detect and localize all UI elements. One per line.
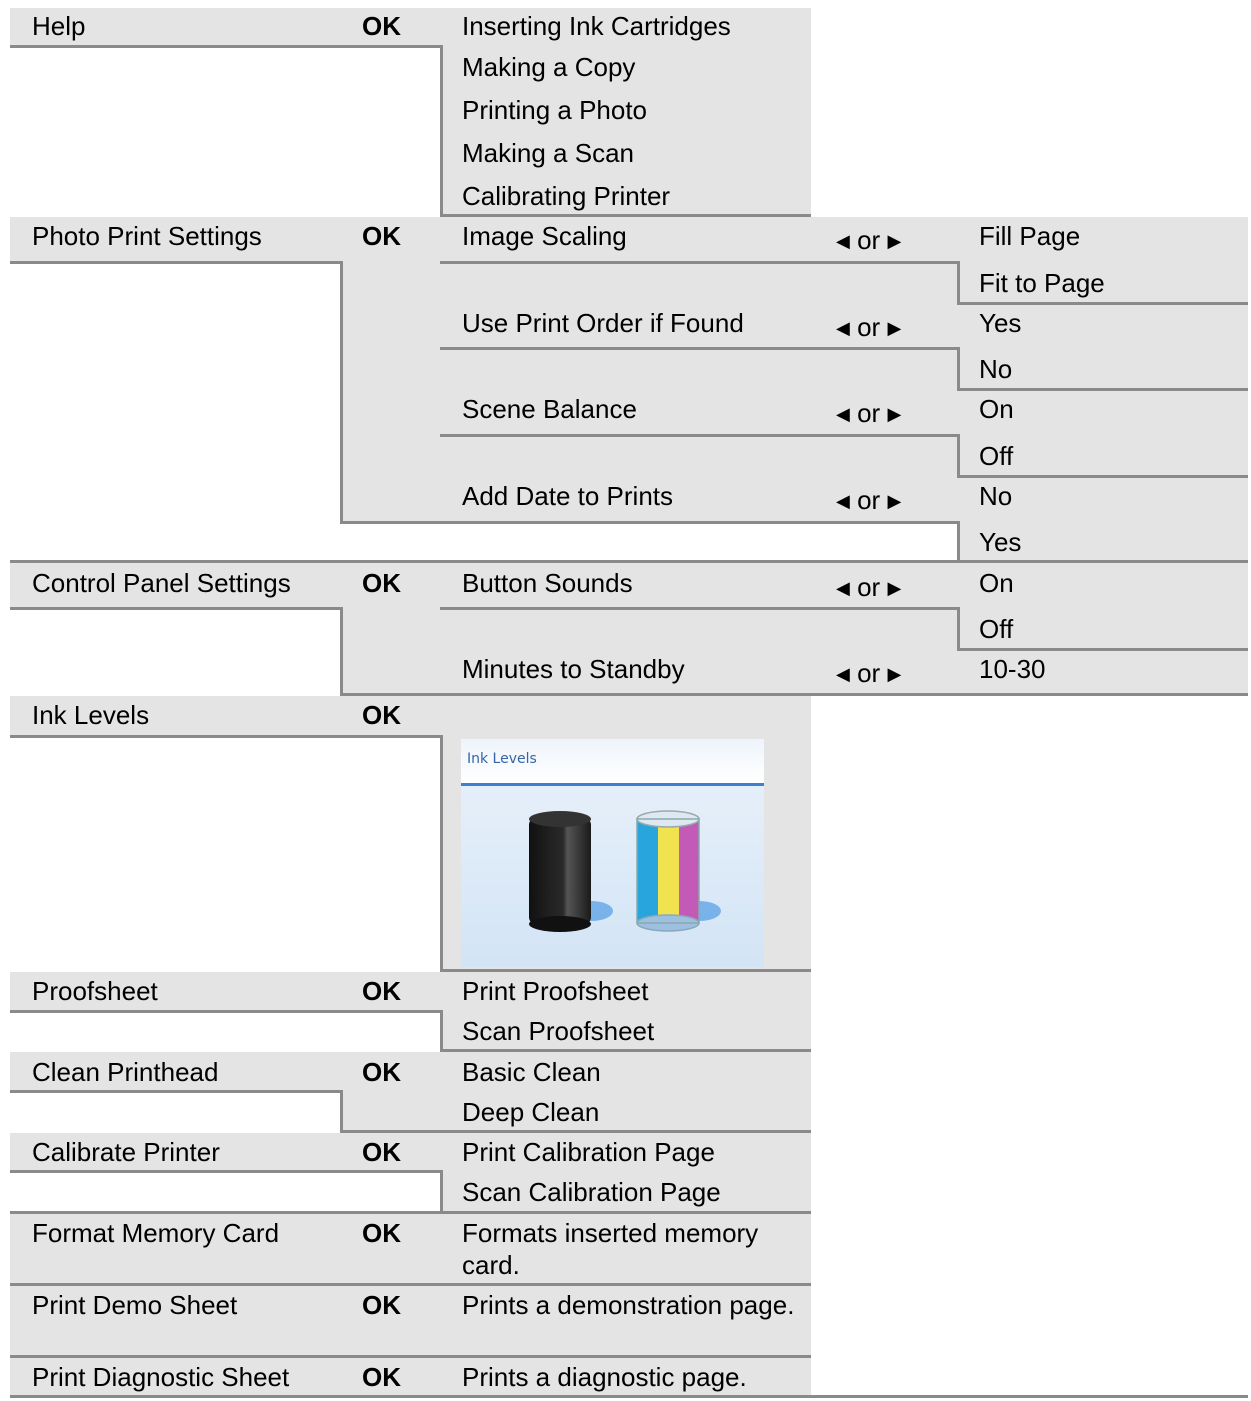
menu-print-diagnostic-sheet[interactable]: Print Diagnostic Sheet — [32, 1362, 290, 1392]
left-right-selector[interactable] — [836, 571, 901, 604]
calibrate-item[interactable]: Scan Calibration Page — [462, 1177, 721, 1207]
ok-label: OK — [362, 221, 401, 251]
option-value[interactable]: Fit to Page — [979, 268, 1105, 298]
demo-description: Prints a demonstration page. — [462, 1290, 795, 1320]
option-image-scaling[interactable]: Image Scaling — [462, 221, 627, 251]
or-label: or — [857, 398, 881, 428]
left-triangle-icon: ◀ — [836, 578, 850, 598]
option-button-sounds[interactable]: Button Sounds — [462, 568, 633, 598]
rule — [440, 434, 957, 437]
left-right-selector[interactable] — [836, 311, 901, 344]
rule — [10, 735, 443, 738]
right-triangle-icon: ▶ — [887, 664, 902, 684]
rule — [340, 1090, 343, 1133]
clean-item[interactable]: Basic Clean — [462, 1057, 601, 1087]
rule — [340, 1130, 811, 1133]
ok-label: OK — [362, 1137, 401, 1167]
rule — [957, 261, 960, 305]
rule — [10, 261, 343, 264]
rule — [440, 1010, 443, 1052]
or-label: or — [857, 225, 881, 255]
menu-control-panel-settings[interactable]: Control Panel Settings — [32, 568, 291, 598]
option-value[interactable]: Off — [979, 441, 1014, 471]
option-value[interactable]: Yes — [979, 527, 1022, 557]
left-triangle-icon: ◀ — [836, 664, 850, 684]
rule — [440, 347, 957, 350]
left-right-selector[interactable] — [836, 224, 901, 257]
proofsheet-item[interactable]: Print Proofsheet — [462, 976, 649, 1006]
rule — [10, 1090, 343, 1093]
left-right-selector[interactable] — [836, 657, 901, 690]
rule — [440, 969, 811, 972]
help-item[interactable]: Making a Scan — [462, 138, 634, 168]
rule — [10, 1283, 811, 1286]
rule — [10, 1355, 811, 1358]
rule — [957, 434, 960, 478]
rule — [440, 1170, 443, 1213]
help-item[interactable]: Inserting Ink Cartridges — [462, 11, 731, 41]
ok-label: OK — [362, 1057, 401, 1087]
right-triangle-icon: ▶ — [887, 404, 902, 424]
option-value[interactable]: 10-30 — [979, 654, 1046, 684]
option-value[interactable]: On — [979, 394, 1014, 424]
ok-label: OK — [362, 11, 401, 41]
rule — [440, 45, 443, 217]
option-add-date[interactable]: Add Date to Prints — [462, 481, 673, 511]
rule — [440, 607, 957, 610]
rule — [10, 1211, 811, 1214]
or-label: or — [857, 658, 881, 688]
rule — [957, 388, 1248, 391]
or-label: or — [857, 485, 881, 515]
rule — [10, 1395, 1248, 1398]
clean-item[interactable]: Deep Clean — [462, 1097, 600, 1127]
rule — [957, 607, 960, 651]
rule — [440, 735, 443, 972]
rule — [957, 648, 1248, 651]
ok-label: OK — [362, 1290, 401, 1320]
option-value[interactable]: No — [979, 354, 1013, 384]
right-triangle-icon: ▶ — [887, 491, 902, 511]
format-description: Formats inserted memory card. — [462, 1218, 759, 1280]
right-triangle-icon: ▶ — [887, 578, 902, 598]
option-value[interactable]: No — [979, 481, 1013, 511]
rule — [10, 1010, 443, 1013]
rule — [440, 214, 811, 217]
option-minutes-to-standby[interactable]: Minutes to Standby — [462, 654, 685, 684]
ink-levels-screen-caption: Ink Levels — [467, 751, 537, 767]
menu-proofsheet[interactable]: Proofsheet — [32, 976, 158, 1006]
rule — [440, 261, 957, 264]
rule — [957, 475, 1248, 478]
right-triangle-icon: ▶ — [887, 318, 902, 338]
proofsheet-item[interactable]: Scan Proofsheet — [462, 1016, 655, 1046]
rule — [10, 1170, 443, 1173]
rule — [440, 1049, 811, 1052]
rule — [10, 560, 1248, 563]
left-triangle-icon: ◀ — [836, 491, 850, 511]
option-value[interactable]: Yes — [979, 308, 1022, 338]
right-triangle-icon: ▶ — [887, 231, 902, 251]
rule — [340, 693, 1248, 696]
rule — [340, 261, 343, 524]
option-value[interactable]: Fill Page — [979, 221, 1081, 251]
menu-print-demo-sheet[interactable]: Print Demo Sheet — [32, 1290, 238, 1320]
ink-cartridges-illustration — [461, 739, 764, 967]
help-item[interactable]: Making a Copy — [462, 52, 636, 82]
left-right-selector[interactable] — [836, 484, 901, 517]
rule — [957, 302, 1248, 305]
color-ink-cartridge-icon — [637, 811, 699, 931]
calibrate-item[interactable]: Print Calibration Page — [462, 1137, 715, 1167]
ok-label: OK — [362, 568, 401, 598]
rule — [10, 45, 440, 48]
black-ink-cartridge-icon — [529, 811, 591, 932]
menu-calibrate-printer[interactable]: Calibrate Printer — [32, 1137, 220, 1167]
ok-label: OK — [362, 976, 401, 1006]
menu-help[interactable]: Help — [32, 11, 86, 41]
option-scene-balance[interactable]: Scene Balance — [462, 394, 637, 424]
menu-format-memory-card[interactable]: Format Memory Card — [32, 1218, 280, 1248]
menu-photo-print-settings[interactable]: Photo Print Settings — [32, 221, 262, 251]
rule — [340, 521, 957, 524]
help-item[interactable]: Calibrating Printer — [462, 181, 671, 211]
option-use-print-order[interactable]: Use Print Order if Found — [462, 308, 744, 338]
rule — [10, 607, 343, 610]
left-triangle-icon: ◀ — [836, 231, 850, 251]
menu-clean-printhead[interactable]: Clean Printhead — [32, 1057, 219, 1087]
rule — [340, 607, 343, 696]
option-value[interactable]: Off — [979, 614, 1014, 644]
rule — [957, 521, 960, 562]
ink-levels-screen — [461, 739, 764, 967]
ok-label: OK — [362, 700, 401, 730]
ok-label: OK — [362, 1218, 401, 1248]
diagnostic-description: Prints a diagnostic page. — [462, 1362, 747, 1392]
ok-label: OK — [362, 1362, 401, 1392]
rule — [957, 347, 960, 391]
or-label: or — [857, 312, 881, 342]
left-triangle-icon: ◀ — [836, 404, 850, 424]
help-item[interactable]: Printing a Photo — [462, 95, 648, 125]
left-right-selector[interactable] — [836, 397, 901, 430]
left-triangle-icon: ◀ — [836, 318, 850, 338]
menu-ink-levels[interactable]: Ink Levels — [32, 700, 150, 730]
option-value[interactable]: On — [979, 568, 1014, 598]
or-label: or — [857, 572, 881, 602]
